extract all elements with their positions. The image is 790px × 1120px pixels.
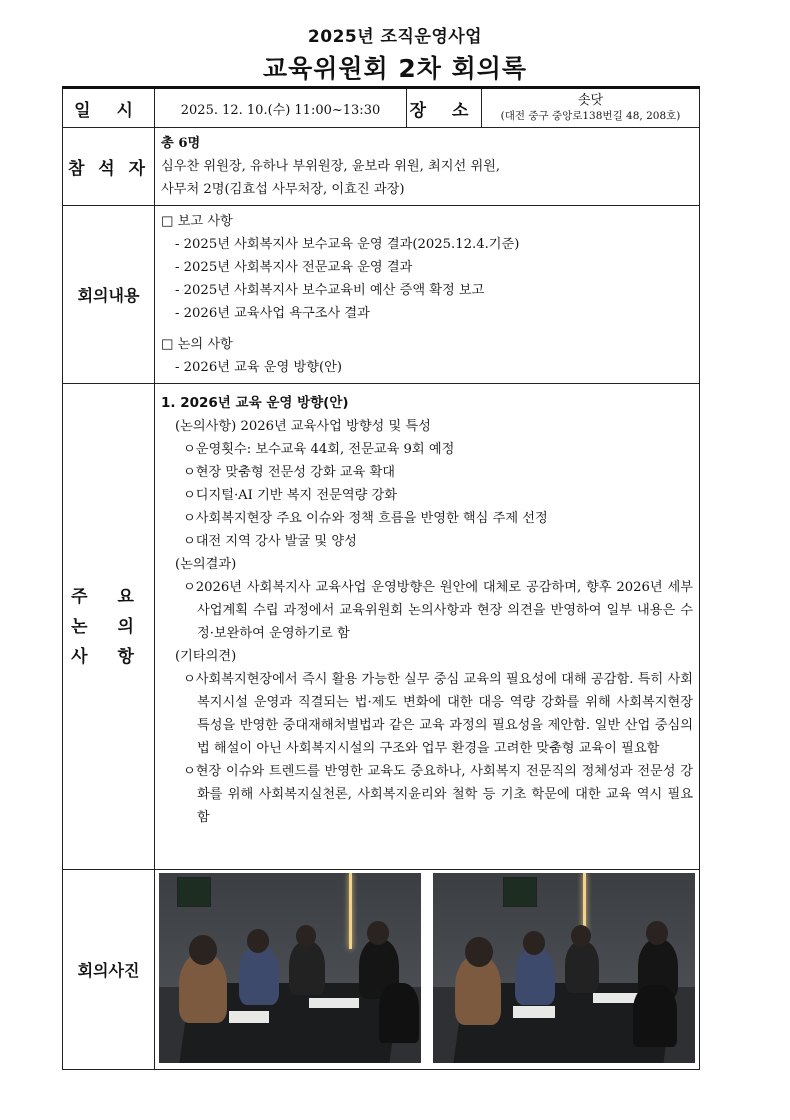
report-item: - 2025년 사회복지사 보수교육 운영 결과(2025.12.4.기준) xyxy=(175,237,520,252)
attendees-content xyxy=(155,128,700,206)
attendees-total: 총 6명 xyxy=(161,136,201,151)
attendees-members: 심우찬 위원장, 유하나 부위원장, 윤보라 위원, 최지선 위원, xyxy=(161,159,501,174)
other-heading: (기타의견) xyxy=(175,649,237,664)
report-item: - 2025년 사회복지사 전문교육 운영 결과 xyxy=(175,260,413,275)
section-title: 1. 2026년 교육 운영 방향(안) xyxy=(161,395,349,411)
document-subtitle: 2025년 조직운영사업 xyxy=(307,27,483,47)
place-cell xyxy=(482,88,700,128)
topic-item: ㅇ현장 맞춤형 전문성 강화 교육 확대 xyxy=(183,465,396,480)
agenda-row xyxy=(63,206,700,384)
topic-heading: (논의사항) 2026년 교육사업 방향성 및 특성 xyxy=(175,419,431,434)
place-address: (대전 중구 중앙로138번길 48, 208호) xyxy=(500,109,681,122)
main-discussion-label-line: 주 요 xyxy=(71,586,146,607)
main-discussion-label-line: 논 의 xyxy=(71,616,146,637)
place-label: 장 소 xyxy=(407,88,482,128)
agenda-content xyxy=(155,206,700,384)
topic-item: ㅇ사회복지현장 주요 이슈와 정책 흐름을 반영한 핵심 주제 선정 xyxy=(183,511,548,526)
meeting-photo-1 xyxy=(159,873,421,1063)
report-item: - 2026년 교육사업 욕구조사 결과 xyxy=(175,306,370,321)
main-discussion-label xyxy=(63,384,155,870)
photos-row xyxy=(63,870,700,1070)
minutes-table xyxy=(62,86,700,1070)
date-value: 2025. 12. 10.(수) 11:00~13:30 xyxy=(155,88,407,128)
meta-row xyxy=(63,88,700,128)
main-discussion-row xyxy=(63,384,700,870)
other-item: ㅇ사회복지현장에서 즉시 활용 가능한 실무 중심 교육의 필요성에 대해 공감함. 특히 사회복지시설 운영과 직결되는 법·제도 변화에 대한 대응 역량 강화를 위해 사회복지현장 특성을 반영한 중대재해처벌법과 같은 교육 과정의 필요성을 제안함. 일반 산업 중심의 법 해설이 아닌 사회복지시설의 구조와 업무 환경을 고려한 맞춤형 교육이 필요함 xyxy=(183,672,693,756)
main-discussion-label-line: 사 항 xyxy=(71,646,146,667)
place-name: 솟닷 xyxy=(577,93,604,109)
document-title: 교육위원회 2차 회의록 xyxy=(262,54,528,83)
meeting-photo-2 xyxy=(433,873,695,1063)
attendees-label: 참 석 자 xyxy=(63,128,155,206)
main-discussion-content xyxy=(155,384,700,870)
topic-item: ㅇ디지털·AI 기반 복지 전문역량 강화 xyxy=(183,488,398,503)
other-item: ㅇ현장 이슈와 트렌드를 반영한 교육도 중요하나, 사회복지 전문직의 정체성과 전문성 강화를 위해 사회복지실천론, 사회복지윤리와 철학 등 기초 학문에 대한 교육 역시 필요함 xyxy=(183,764,693,825)
document-header xyxy=(0,22,790,85)
topic-item: ㅇ대전 지역 강사 발굴 및 양성 xyxy=(183,534,357,549)
attendees-staff: 사무처 2명(김효섭 사무처장, 이효진 과장) xyxy=(161,182,405,197)
discussion-item: - 2026년 교육 운영 방향(안) xyxy=(175,360,342,375)
report-heading: □ 보고 사항 xyxy=(161,214,233,229)
agenda-label: 회의내용 xyxy=(63,206,155,384)
attendees-row xyxy=(63,128,700,206)
result-heading: (논의결과) xyxy=(175,557,237,572)
discussion-heading: □ 논의 사항 xyxy=(161,337,233,352)
result-item: ㅇ2026년 사회복지사 교육사업 운영방향은 원안에 대체로 공감하며, 향후 2026년 세부 사업계획 수립 과정에서 교육위원회 논의사항과 현장 의견을 반영하여 일부 내용은 수정·보완하여 운영하기로 함 xyxy=(183,580,693,641)
report-item: - 2025년 사회복지사 보수교육비 예산 증액 확정 보고 xyxy=(175,283,485,298)
photos-cell xyxy=(155,870,700,1070)
date-label: 일 시 xyxy=(63,88,155,128)
topic-item: ㅇ운영횟수: 보수교육 44회, 전문교육 9회 예정 xyxy=(183,442,455,457)
photos-label: 회의사진 xyxy=(63,870,155,1070)
